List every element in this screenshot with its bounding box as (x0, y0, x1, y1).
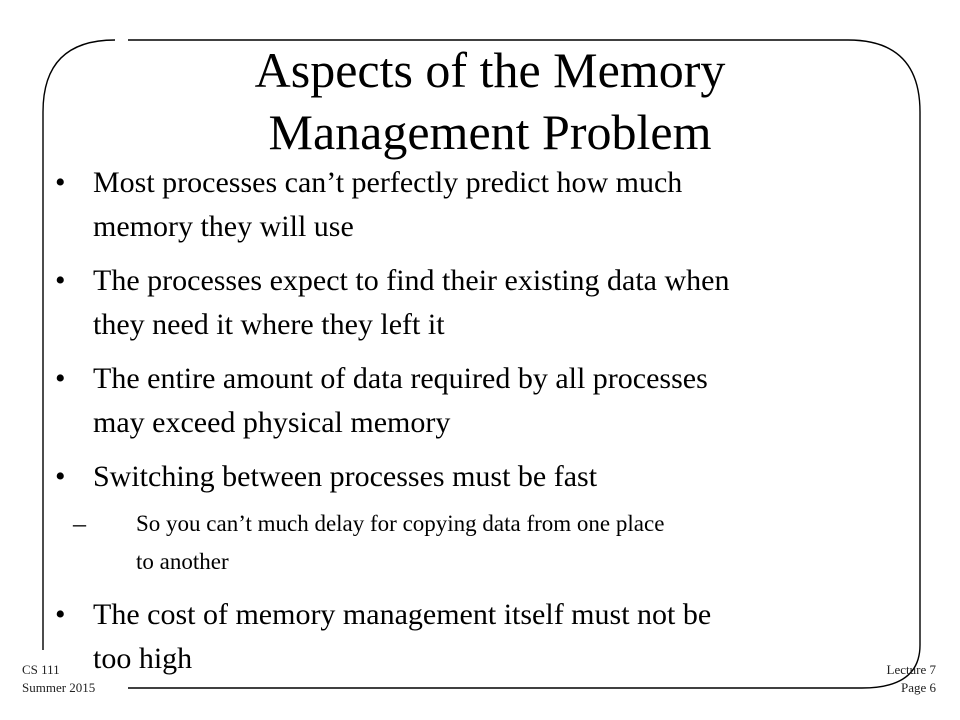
bullet-glyph: • (55, 362, 66, 395)
slide-title-line-2: Management Problem (268, 104, 712, 160)
sub-bullet-text-line: to another (136, 549, 229, 574)
footer-page-info (887, 661, 936, 697)
footer-page-number: Page 6 (900, 680, 936, 695)
bullet-text-line: Most processes can’t perfectly predict how much (93, 166, 683, 199)
footer-course: CS 111 (22, 662, 60, 677)
bullet-text-line: The entire amount of data required by all processes (93, 362, 708, 395)
footer-term: Summer 2015 (22, 680, 96, 695)
bullet-text-line: too high (93, 642, 193, 675)
bullet-text-line: may exceed physical memory (93, 406, 451, 439)
bullet-text-line: The cost of memory management itself must not be (93, 598, 712, 631)
sub-bullet-text-line: So you can’t much delay for copying data from one place (136, 511, 665, 536)
bullet-glyph: • (55, 166, 66, 199)
sub-bullet-glyph: – (73, 509, 86, 538)
bullet-text-line: Switching between processes must be fast (93, 460, 598, 493)
footer-lecture: Lecture 7 (886, 662, 936, 677)
bullet-text-line: memory they will use (93, 210, 354, 243)
footer-course-info (22, 661, 95, 697)
bullet-glyph: • (55, 598, 66, 631)
bullet-text-line: they need it where they left it (93, 308, 445, 341)
bullet-text-line: The processes expect to find their existing data when (93, 264, 730, 297)
bullet-glyph: • (55, 264, 66, 297)
bullet-glyph: • (55, 460, 66, 493)
slide-title-line-1: Aspects of the Memory (254, 42, 726, 98)
